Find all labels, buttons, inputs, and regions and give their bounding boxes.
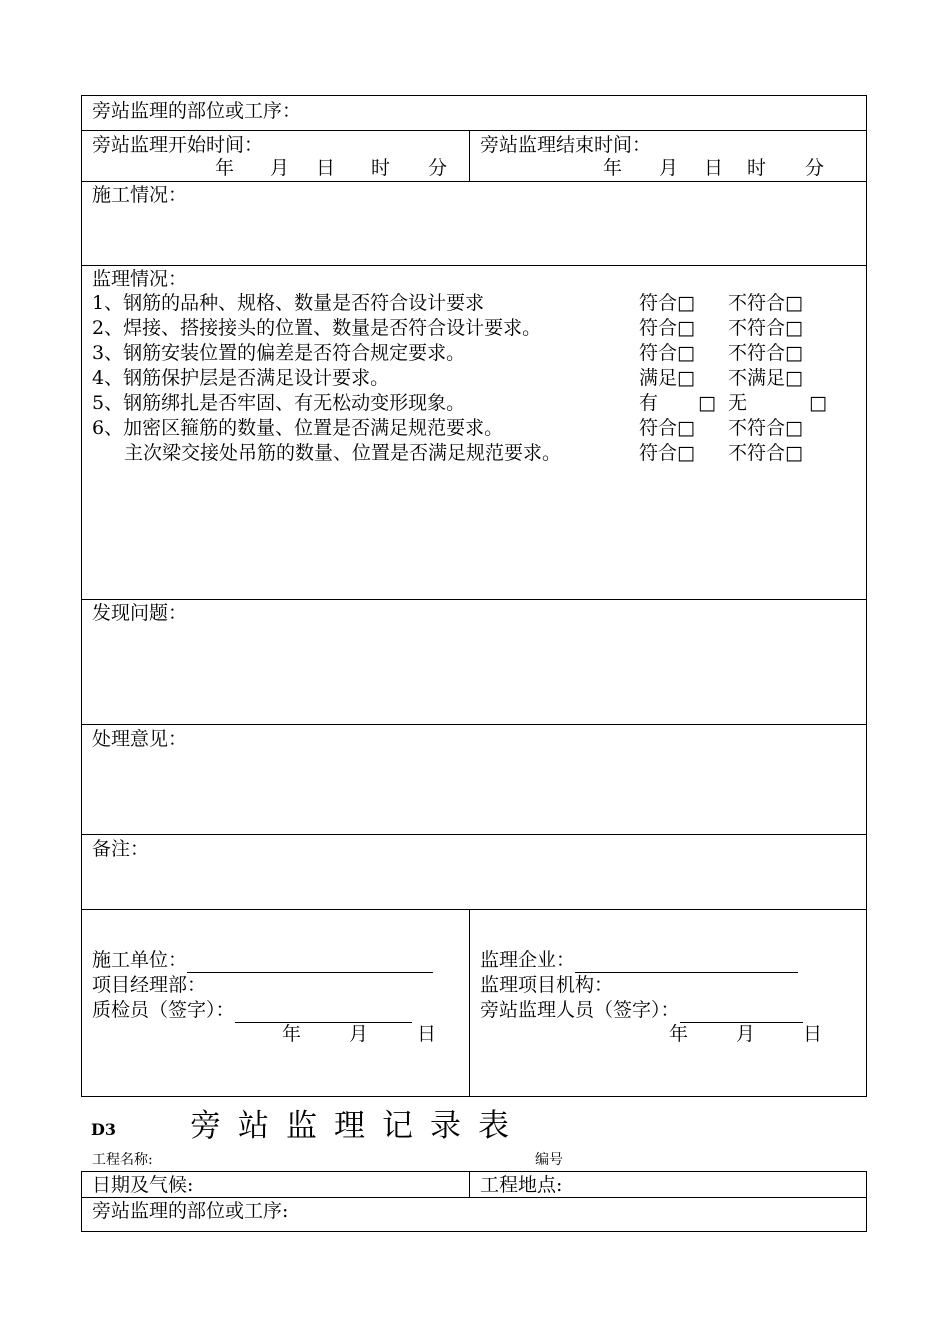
- supervisor-text: 旁站监理人员（签字）：: [480, 999, 680, 1021]
- construction-label: 施工情况：: [92, 184, 188, 206]
- check-item-option-fail[interactable]: 不符合□: [728, 292, 803, 314]
- inspector-text: 质检员（签字）：: [92, 999, 235, 1021]
- option-no-text: 无 □: [728, 392, 827, 414]
- handling-label: 处理意见：: [92, 728, 188, 750]
- row-divider: [81, 265, 867, 266]
- check-item-option-fail[interactable]: 不符合□: [728, 417, 803, 439]
- inspector-label: [92, 998, 412, 1023]
- project-manager-label: 项目经理部：: [92, 974, 207, 996]
- check-item-option-pass[interactable]: 符合□: [639, 442, 695, 464]
- start-time-month: 月: [270, 157, 290, 179]
- position-label-2: 旁站监理的部位或工序:: [92, 1200, 289, 1222]
- check-item-option-fail[interactable]: 不符合□: [728, 342, 803, 364]
- supervisor-signature-line[interactable]: [680, 1004, 803, 1023]
- check-item-text: 1、钢筋的品种、规格、数量是否符合设计要求: [92, 292, 485, 314]
- check-item-text: 3、钢筋安装位置的偏差是否符合规定要求。: [92, 342, 466, 364]
- project-location-label: 工程地点:: [480, 1174, 563, 1196]
- start-time-minute: 分: [428, 157, 448, 179]
- check-item-option-pass[interactable]: 满足□: [639, 367, 695, 389]
- form-title: 旁站监理记录表: [190, 1108, 526, 1144]
- right-date-year: 年: [669, 1023, 689, 1045]
- right-date-month: 月: [736, 1023, 756, 1045]
- check-item-text: 主次梁交接处吊筋的数量、位置是否满足规范要求。: [124, 442, 562, 464]
- row-divider: [81, 724, 867, 725]
- option-yes-text: 有 □: [639, 392, 716, 414]
- column-divider: [469, 909, 470, 1097]
- end-time-hour: 时: [747, 157, 767, 179]
- record-table: [81, 95, 867, 1097]
- construction-unit-label: [92, 948, 433, 973]
- supervision-company-text: 监理企业：: [480, 949, 576, 971]
- end-time-year: 年: [603, 157, 623, 179]
- project-name-label: 工程名称:: [92, 1152, 153, 1168]
- start-time-hour: 时: [371, 157, 391, 179]
- check-item-option-pass[interactable]: 符合□: [639, 292, 695, 314]
- position-label: 旁站监理的部位或工序：: [92, 100, 302, 122]
- check-item-text: 4、钢筋保护层是否满足设计要求。: [92, 367, 390, 389]
- check-item-text: 5、钢筋绑扎是否牢固、有无松动变形现象。: [92, 392, 466, 414]
- row-divider: [81, 130, 867, 131]
- row-divider: [81, 599, 867, 600]
- left-date-year: 年: [282, 1023, 302, 1045]
- form-code: D3: [91, 1120, 117, 1139]
- supervision-company-line[interactable]: [575, 954, 798, 973]
- row-divider: [81, 181, 867, 182]
- construction-unit-text: 施工单位：: [92, 949, 188, 971]
- left-date-month: 月: [349, 1023, 369, 1045]
- column-divider: [469, 1171, 470, 1197]
- row-divider: [81, 1197, 867, 1198]
- supervision-org-label: 监理项目机构：: [480, 974, 614, 996]
- start-time-day: 日: [316, 157, 336, 179]
- left-date-day: 日: [417, 1023, 437, 1045]
- check-item-text: 2、焊接、搭接接头的位置、数量是否符合设计要求。: [92, 317, 542, 339]
- inspector-signature-line[interactable]: [235, 1004, 412, 1023]
- date-weather-label: 日期及气候:: [92, 1174, 194, 1196]
- supervision-company-label: [480, 948, 798, 973]
- check-item-text: 6、加密区箍筋的数量、位置是否满足规范要求。: [92, 417, 504, 439]
- start-time-year: 年: [215, 157, 235, 179]
- row-divider: [81, 909, 867, 910]
- check-item-option-fail[interactable]: 不符合□: [728, 442, 803, 464]
- check-item-option-no[interactable]: [728, 391, 827, 416]
- end-time-label: 旁站监理结束时间：: [480, 134, 652, 156]
- problems-label: 发现问题：: [92, 602, 188, 624]
- supervisor-label: [480, 998, 803, 1023]
- start-time-label: 旁站监理开始时间：: [92, 134, 264, 156]
- construction-unit-line[interactable]: [187, 954, 433, 973]
- column-divider: [469, 130, 470, 181]
- check-item-option-pass[interactable]: 符合□: [639, 317, 695, 339]
- end-time-month: 月: [659, 157, 679, 179]
- check-item-option-pass[interactable]: 符合□: [639, 417, 695, 439]
- check-item-option-pass[interactable]: 符合□: [639, 342, 695, 364]
- number-label: 编号: [535, 1152, 563, 1168]
- right-date-day: 日: [803, 1023, 823, 1045]
- remarks-label: 备注：: [92, 838, 150, 860]
- check-item-option-fail[interactable]: 不符合□: [728, 317, 803, 339]
- row-divider: [81, 834, 867, 835]
- check-item-option-yes[interactable]: [639, 391, 716, 416]
- end-time-minute: 分: [805, 157, 825, 179]
- end-time-day: 日: [704, 157, 724, 179]
- check-item-option-fail[interactable]: 不满足□: [728, 367, 803, 389]
- supervision-label: 监理情况：: [92, 268, 188, 290]
